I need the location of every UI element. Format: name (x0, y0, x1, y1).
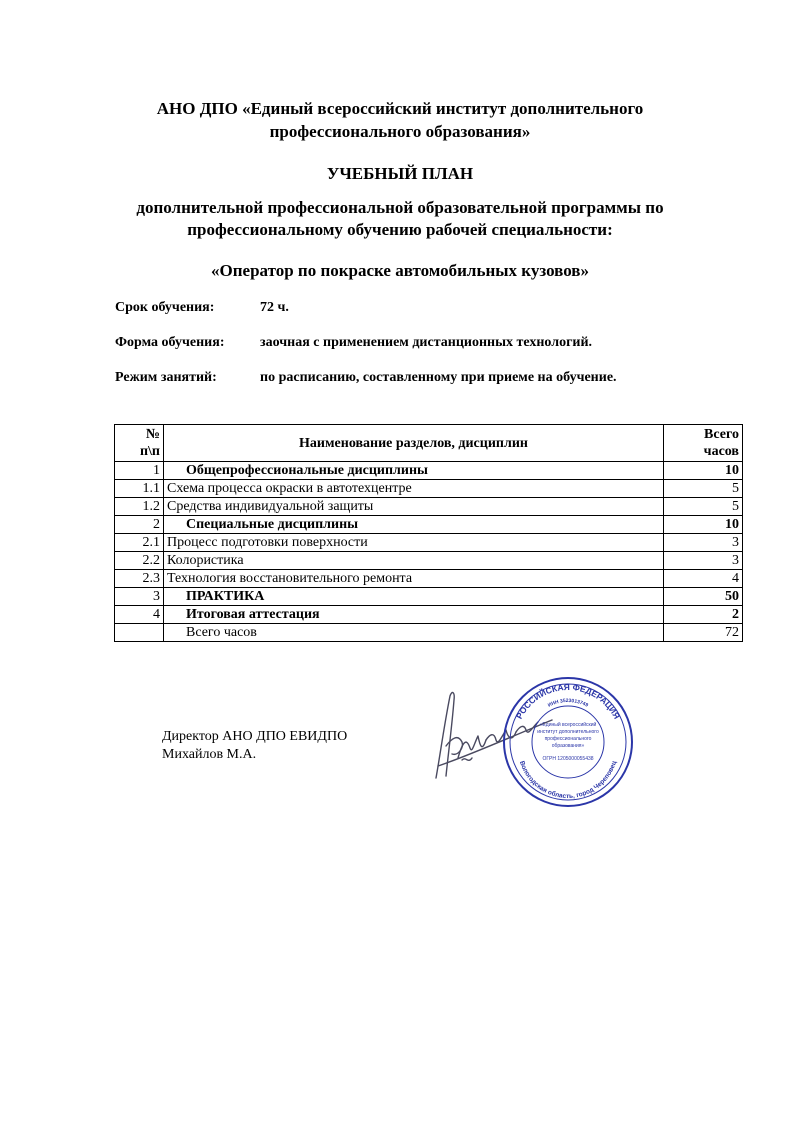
col-header-number (115, 425, 164, 462)
row-number-cell: 3 (115, 588, 164, 606)
row-hours-cell: 5 (664, 498, 743, 516)
form-value: заочная с применением дистанционных технологий. (260, 335, 593, 350)
table-row (115, 480, 743, 498)
curriculum-table-body (115, 462, 743, 642)
svg-text:ОГРН 1205000055438: ОГРН 1205000055438 (542, 756, 594, 762)
row-hours-cell: 3 (664, 534, 743, 552)
row-number-cell: 1 (115, 462, 164, 480)
table-row (115, 570, 743, 588)
col-header-hours-line2: часов (703, 444, 739, 459)
row-name-cell: Специальные дисциплины (164, 516, 664, 534)
mode-value: по расписанию, составленному при приеме на обучение. (260, 370, 617, 385)
table-row (115, 552, 743, 570)
svg-text:РОССИЙСКАЯ ФЕДЕРАЦИЯ: РОССИЙСКАЯ ФЕДЕРАЦИЯ (513, 681, 623, 721)
svg-text:институт дополнительного: институт дополнительного (537, 729, 599, 735)
row-number-cell: 1.2 (115, 498, 164, 516)
table-row (115, 588, 743, 606)
col-header-name: Наименование разделов, дисциплин (164, 425, 664, 462)
director-position: Директор АНО ДПО ЕВИДПО (162, 729, 348, 744)
row-name-cell: ПРАКТИКА (164, 588, 664, 606)
svg-text:«Единый всероссийский: «Единый всероссийский (539, 722, 597, 728)
org-name-line2: профессионального образования» (269, 122, 531, 141)
row-name-cell: Всего часов (164, 624, 664, 642)
row-hours-cell: 72 (664, 624, 743, 642)
row-name-cell: Процесс подготовки поверхности (164, 534, 664, 552)
mode-label: Режим занятий: (115, 370, 217, 385)
mode-row (115, 370, 617, 386)
row-number-cell: 2.1 (115, 534, 164, 552)
col-header-hours (664, 425, 743, 462)
row-hours-cell: 3 (664, 552, 743, 570)
row-number-cell: 2.2 (115, 552, 164, 570)
row-name-cell: Колористика (164, 552, 664, 570)
row-name-cell: Итоговая аттестация (164, 606, 664, 624)
form-row (115, 335, 593, 351)
form-label: Форма обучения: (115, 335, 225, 350)
program-name: «Оператор по покраске автомобильных кузовов» (211, 261, 589, 280)
row-number-cell: 2.3 (115, 570, 164, 588)
col-header-number-line1: № (145, 427, 160, 442)
row-number-cell: 4 (115, 606, 164, 624)
row-number-cell: 2 (115, 516, 164, 534)
table-row (115, 606, 743, 624)
table-header-row (115, 425, 743, 462)
org-name-line1: АНО ДПО «Единый всероссийский институт дополнительного (156, 99, 644, 118)
row-hours-cell: 4 (664, 570, 743, 588)
curriculum-table (114, 424, 743, 642)
director-name: Михайлов М.А. (162, 747, 257, 762)
row-hours-cell: 10 (664, 462, 743, 480)
row-name-cell: Технология восстановительного ремонта (164, 570, 664, 588)
row-hours-cell: 2 (664, 606, 743, 624)
table-row (115, 516, 743, 534)
row-name-cell: Общепрофессиональные дисциплины (164, 462, 664, 480)
program-subtitle-line1: дополнительной профессиональной образовательной программы по (136, 198, 664, 217)
signature-block (162, 728, 347, 764)
row-number-cell: 1.1 (115, 480, 164, 498)
table-row (115, 534, 743, 552)
svg-text:Вологодская область, город Чер: Вологодская область, город Череповец (517, 760, 619, 801)
table-row (115, 462, 743, 480)
row-hours-cell: 5 (664, 480, 743, 498)
program-subtitle-line2: профессиональному обучению рабочей специальности: (187, 220, 613, 239)
svg-text:образования»: образования» (551, 743, 585, 749)
table-row (115, 498, 743, 516)
svg-text:ИНН 3523013749: ИНН 3523013749 (547, 697, 590, 709)
duration-label: Срок обучения: (115, 300, 215, 315)
col-header-hours-line1: Всего (704, 427, 739, 442)
duration-row (115, 300, 289, 316)
row-name-cell: Средства индивидуальной защиты (164, 498, 664, 516)
col-header-number-line2: п\п (139, 444, 160, 459)
svg-text:профессионального: профессионального (544, 736, 592, 742)
row-hours-cell: 10 (664, 516, 743, 534)
row-hours-cell: 50 (664, 588, 743, 606)
document-title: УЧЕБНЫЙ ПЛАН (326, 164, 474, 183)
duration-value: 72 ч. (260, 300, 289, 315)
row-name-cell: Схема процесса окраски в автотехцентре (164, 480, 664, 498)
official-seal-stamp (500, 674, 636, 810)
row-number-cell (115, 624, 164, 642)
table-row (115, 624, 743, 642)
